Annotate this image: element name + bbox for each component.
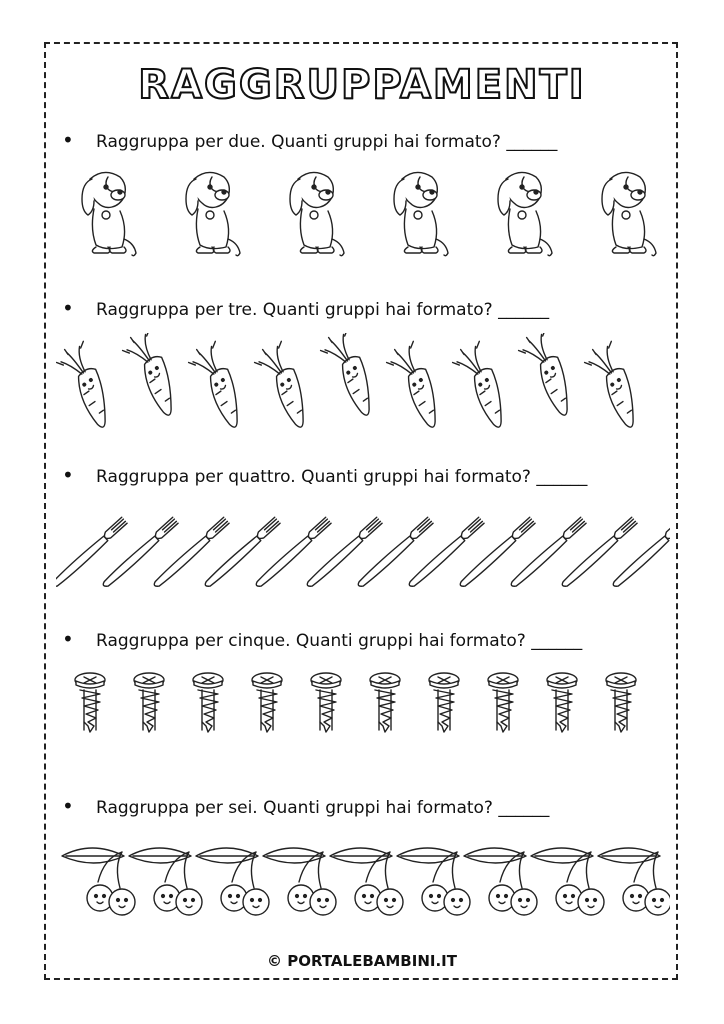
carrot-icon [513,333,592,417]
carrot-icon [117,333,196,417]
question-text: Raggruppa per due. Quanti gruppi hai formato? ______ [96,132,558,152]
screw-row [56,668,670,758]
screw-icon [488,673,518,732]
screw-icon [193,673,223,732]
cherry-icon [464,848,537,915]
dog-icon [186,172,240,255]
cherry-icon [196,848,269,915]
carrot-icon [249,338,328,429]
cherry-icon [263,848,336,915]
screw-icon [370,673,400,732]
carrot-icon [315,333,394,417]
footer-credit: © PORTALEBAMBINI.IT [267,952,457,970]
bullet: • [62,627,74,651]
fork-row [56,508,670,598]
dog-icon [498,172,552,255]
question-text: Raggruppa per sei. Quanti gruppi hai formato? ______ [96,798,550,818]
screw-icon [134,673,164,732]
question-text: Raggruppa per cinque. Quanti gruppi hai formato? ______ [96,631,583,651]
screw-icon [311,673,341,732]
bullet: • [62,128,74,152]
dog-icon [394,172,448,255]
cherry-icon [397,848,470,915]
screw-icon [429,673,459,732]
carrot-icon [183,338,262,429]
cherry-icon [598,848,670,915]
dog-icon [602,172,656,255]
dog-row [56,165,670,265]
question-3 [62,463,587,487]
carrot-icon [381,338,460,429]
question-text: Raggruppa per quattro. Quanti gruppi hai formato? ______ [96,467,588,487]
screw-icon [75,673,105,732]
bullet: • [62,296,74,320]
cherry-icon [531,848,604,915]
question-text: Raggruppa per tre. Quanti gruppi hai formato? ______ [96,300,550,320]
question-1 [62,128,557,152]
carrot-icon [579,338,658,429]
question-5 [62,794,549,818]
question-2 [62,296,549,320]
screw-icon [252,673,282,732]
cherry-row [56,836,670,936]
carrot-icon [447,338,526,429]
question-4 [62,627,582,651]
carrot-icon [56,338,130,429]
bullet: • [62,794,74,818]
screw-icon [606,673,636,732]
dog-icon [82,172,136,255]
dog-icon [290,172,344,255]
screw-icon [547,673,577,732]
cherry-icon [129,848,202,915]
carrot-row [56,333,670,433]
cherry-icon [62,848,135,915]
cherry-icon [330,848,403,915]
bullet: • [62,463,74,487]
page-title: RAGGRUPPAMENTI [138,62,586,108]
